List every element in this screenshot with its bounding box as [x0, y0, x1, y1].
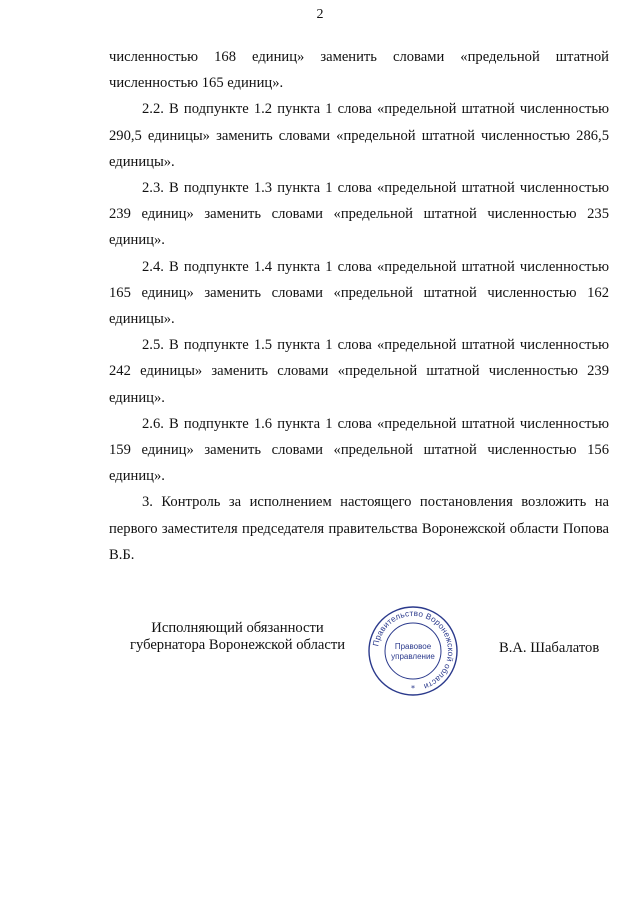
paragraph-2-3: 2.3. В подпункте 1.3 пункта 1 слова «предельной штатной численностью 239 единиц» заменить словами «предельной штатной численностью 235 единиц». [109, 180, 609, 249]
paragraph-2-6: 2.6. В подпункте 1.6 пункта 1 слова «предельной штатной численностью 159 единиц» заменить словами «предельной штатной численностью 156 единиц». [109, 415, 609, 485]
signatory-name: В.А. Шабалатов [499, 640, 600, 656]
paragraph-2-4: 2.4. В подпункте 1.4 пункта 1 слова «предельной штатной численностью 165 единиц» заменить словами «предельной штатной численностью 162 единицы». [109, 258, 609, 328]
svg-text:Правовое: Правовое [394, 642, 432, 651]
svg-text:управление: управление [391, 652, 435, 661]
signatory-position-line-1: Исполняющий обязанности [151, 620, 324, 636]
official-stamp [367, 605, 459, 697]
paragraph-continuation: численностью 168 единиц» заменить словами «предельной штатной численностью 165 единиц». [109, 49, 609, 92]
signatory-position [130, 620, 345, 654]
svg-text:*: * [411, 684, 415, 693]
document-body [109, 44, 609, 568]
stamp-seal-graphic [367, 605, 459, 697]
svg-text:Правительство Воронежской обла: Правительство Воронежской области [371, 608, 456, 692]
paragraph-2-2: 2.2. В подпункте 1.2 пункта 1 слова «предельной штатной численностью 290,5 единицы» заменить словами «предельной штатной численностью 286,5 единицы». [109, 101, 609, 170]
paragraph-3: 3. Контроль за исполнением настоящего постановления возложить на первого заместителя председателя правительства Воронежской области Попова В.Б. [109, 494, 609, 563]
paragraph-2-5: 2.5. В подпункте 1.5 пункта 1 слова «предельной штатной численностью 242 единицы» заменить словами «предельной штатной численностью 239 единиц». [109, 337, 609, 406]
page-number: 2 [316, 7, 324, 22]
signatory-position-line-2: губернатора Воронежской области [130, 637, 346, 653]
